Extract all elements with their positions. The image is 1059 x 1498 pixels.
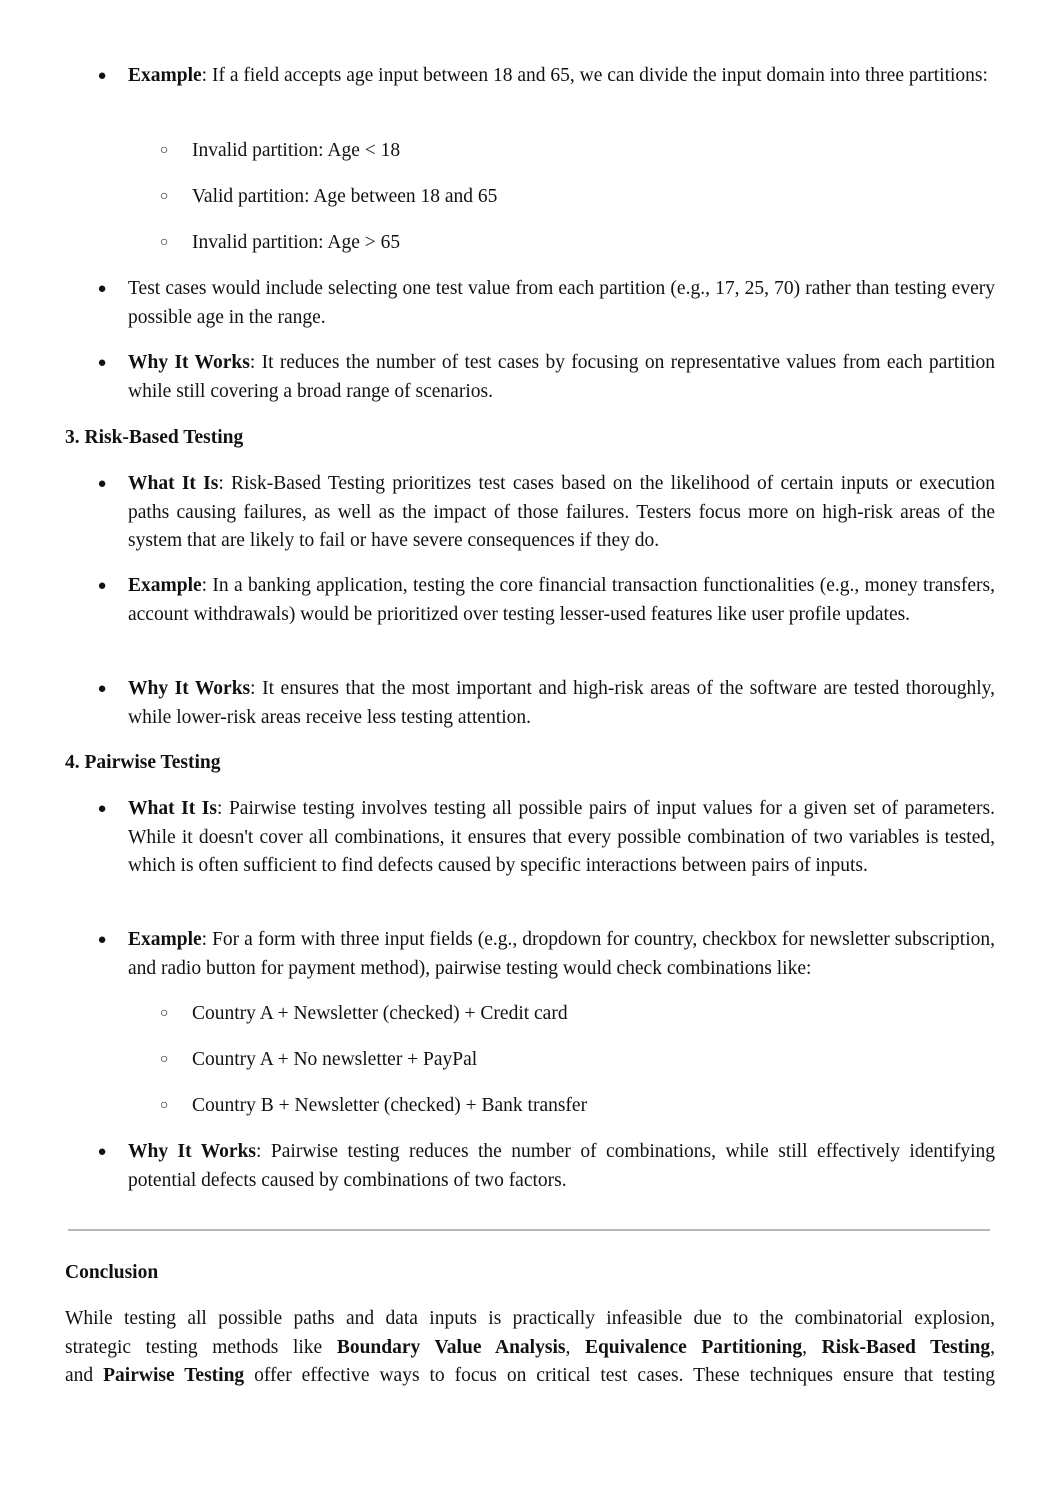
bullet-glyph: ● (97, 281, 107, 297)
bullet-glyph: ● (97, 681, 107, 697)
list-item-text (128, 62, 995, 91)
separator: , (565, 1336, 585, 1358)
conclusion-text: and (65, 1365, 104, 1386)
combo-text: Country A + Newsletter (checked) + Credit card (192, 1003, 568, 1024)
separator: , (990, 1336, 995, 1358)
term-bva: Boundary Value Analysis (336, 1336, 566, 1358)
example-text: : If a field accepts age input between 18 and 65, we can divide the input domain into three partitions: (201, 65, 988, 86)
sub-bullet-glyph: ○ (160, 1098, 169, 1113)
what-text: : Risk-Based Testing prioritizes test cases based on the likelihood of certain inputs or execution paths causing failures, as well as the impact of those failures. Testers focus more on high-risk areas of the system that are likely to fail or have severe consequences if they do. (128, 473, 995, 551)
separator: , (802, 1336, 822, 1358)
label-example: Example (128, 929, 202, 950)
heading-conclusion: Conclusion (65, 1262, 159, 1283)
label-example: Example (128, 65, 202, 86)
why-text: : It reduces the number of test cases by focusing on representative values from each partition while still covering a broad range of scenarios. (128, 352, 995, 402)
why-text: : It ensures that the most important and high-risk areas of the software are tested thoroughly, while lower-risk areas receive less testing attention. (128, 678, 995, 728)
label-what: What It Is (128, 798, 217, 819)
combo-text: Country B + Newsletter (checked) + Bank transfer (192, 1095, 588, 1116)
list-item-text (128, 1138, 995, 1195)
list-item-text (128, 675, 995, 732)
term-rbt: Risk-Based Testing (821, 1336, 991, 1358)
conclusion-line-1: While testing all possible paths and data inputs is practically infeasible due to the combinatorial explosion, (65, 1308, 995, 1329)
partition-text: Invalid partition: Age < 18 (192, 140, 401, 161)
label-why: Why It Works (128, 1141, 257, 1162)
bullet-glyph: ● (97, 1144, 107, 1160)
bullet-glyph: ● (97, 68, 107, 84)
example-text: : In a banking application, testing the core financial transaction functionalities (e.g., money transfers, account withdrawals) would be prioritized over testing lesser-used features like user profile updates. (128, 575, 995, 625)
label-why: Why It Works (128, 352, 250, 373)
conclusion-text: strategic testing methods like (65, 1336, 337, 1358)
heading-risk-based: 3. Risk-Based Testing (65, 427, 244, 448)
test-cases-text: Test cases would include selecting one test value from each partition (e.g., 17, 25, 70) rather than testing every possible age in the range. (128, 278, 995, 328)
what-text: : Pairwise testing involves testing all possible pairs of input values for a given set of parameters. While it doesn't cover all combinations, it ensures that every possible combination of two variables is tested, which is often sufficient to find defects caused by specific interactions between pairs of inputs. (128, 798, 995, 876)
label-example: Example (128, 575, 202, 596)
list-item-text (128, 470, 995, 556)
bullet-glyph: ● (97, 932, 107, 948)
bullet-glyph: ● (97, 578, 107, 594)
combo-text: Country A + No newsletter + PayPal (192, 1049, 478, 1070)
conclusion-paragraph (65, 1305, 995, 1391)
partition-text: Invalid partition: Age > 65 (192, 232, 401, 253)
horizontal-divider (68, 1229, 990, 1231)
partition-text: Valid partition: Age between 18 and 65 (192, 186, 498, 207)
list-item-text (128, 795, 995, 881)
term-pt: Pairwise Testing (103, 1365, 245, 1386)
heading-pairwise: 4. Pairwise Testing (65, 752, 221, 773)
sub-bullet-glyph: ○ (160, 1052, 169, 1067)
label-what: What It Is (128, 473, 219, 494)
sub-bullet-glyph: ○ (160, 235, 169, 250)
label-why: Why It Works (128, 678, 251, 699)
why-text: : Pairwise testing reduces the number of combinations, while still effectively identifying potential defects caused by combinations of two factors. (128, 1141, 996, 1191)
conclusion-line-3 (65, 1362, 995, 1391)
bullet-glyph: ● (97, 801, 107, 817)
conclusion-line-2 (65, 1334, 995, 1363)
conclusion-text: offer effective ways to focus on critical test cases. These techniques ensure that testing (244, 1365, 996, 1386)
list-item-text (128, 926, 995, 983)
term-ep: Equivalence Partitioning (584, 1336, 803, 1358)
bullet-glyph: ● (97, 476, 107, 492)
list-item-text (128, 349, 995, 406)
sub-bullet-glyph: ○ (160, 189, 169, 204)
sub-bullet-glyph: ○ (160, 1006, 169, 1021)
bullet-glyph: ● (97, 355, 107, 371)
example-text: : For a form with three input fields (e.g., dropdown for country, checkbox for newsletter subscription, and radio button for payment method), pairwise testing would check combinations like: (128, 929, 995, 979)
sub-bullet-glyph: ○ (160, 143, 169, 158)
list-item-text (128, 572, 995, 629)
